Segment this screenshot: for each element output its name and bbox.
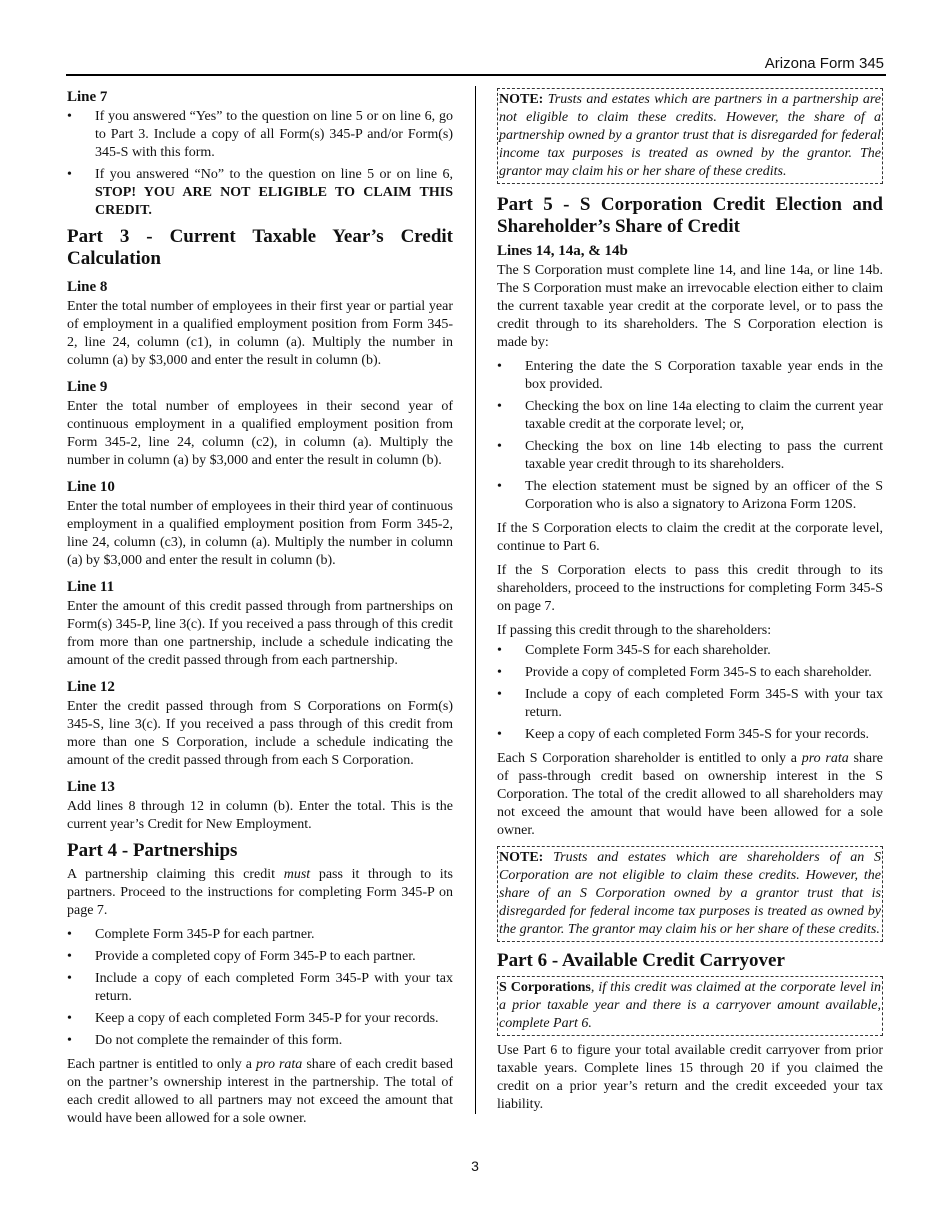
page-number: 3: [471, 1158, 479, 1174]
header-rule: [66, 74, 886, 76]
note-scorp-carryover: S Corporations, if this credit was claimed at the corporate level in a prior taxable year and there is a carryover amount available, complete Part 6.: [497, 976, 883, 1036]
part5-para2: If the S Corporation elects to pass this credit through to its shareholders, proceed to the instructions for completing Form 345-S on page 7.: [497, 563, 883, 614]
line10-text: Enter the total number of employees in their third year of continuous employment in a qualified employment position from Form 345-2, line 24, column (c3), in column (a). Multiply the number in column (a) by $3,000 and enter the result in column (b).: [67, 499, 453, 568]
list-item: • The election statement must be signed by an officer of the S Corporation who is also a signatory to Arizona Form 120S.: [497, 478, 883, 514]
part5-passthrough-bullets: [497, 642, 883, 744]
list-item: • Provide a completed copy of Form 345-P to each partner.: [67, 948, 453, 966]
line8-heading: Line 8: [67, 279, 108, 295]
line7-bullets: [67, 108, 453, 220]
note-partnership-trusts: NOTE: Trusts and estates which are partners in a partnership are not eligible to claim these credits. However, the share of a partnership owned by a grantor trust that is disregarded for federal income tax purposes is treated as owned by the grantor. The grantor may claim his or her share of these credits.: [497, 88, 883, 184]
line9-text: Enter the total number of employees in their second year of continuous employment in a qualified employment position from Form 345-2, line 24, column (c2), in column (a). Multiply the number in column (a) by $3,000 and enter the result in column (b).: [67, 399, 453, 468]
list-item: • If you answered “Yes” to the question on line 5 or on line 6, go to Part 3. Include a copy of all Form(s) 345-P and/or Form(s) 345-S with this form.: [67, 108, 453, 162]
part5-election-bullets: [497, 358, 883, 514]
list-item: • If you answered “No” to the question on line 5 or on line 6, STOP! YOU ARE NOT ELIGIBLE TO CLAIM THIS CREDIT.: [67, 166, 453, 220]
line13-text: Add lines 8 through 12 in column (b). Enter the total. This is the current year’s Credit for New Employment.: [67, 799, 453, 832]
line12-heading: Line 12: [67, 679, 115, 695]
part5-subheading: Lines 14, 14a, & 14b: [497, 243, 628, 259]
line13-heading: Line 13: [67, 779, 115, 795]
part4-heading: Part 4 - Partnerships: [67, 840, 238, 861]
list-item: • Complete Form 345-P for each partner.: [67, 926, 453, 944]
list-item: • Keep a copy of each completed Form 345-P for your records.: [67, 1010, 453, 1028]
note-scorp-trusts: NOTE: Trusts and estates which are shareholders of an S Corporation are not eligible to claim these credits. However, the share of an S Corporation owned by a grantor trust that is disregarded for federal income tax purposes is treated as owned by the grantor. The grantor may claim his or her share of these credits.: [497, 846, 883, 942]
list-item: • Include a copy of each completed Form 345-P with your tax return.: [67, 970, 453, 1006]
line10-heading: Line 10: [67, 479, 115, 495]
part6-heading: Part 6 - Available Credit Carryover: [497, 950, 785, 971]
list-item: • Checking the box on line 14b electing to pass the current taxable year credit through to its shareholders.: [497, 438, 883, 474]
list-item: • Complete Form 345-S for each shareholder.: [497, 642, 883, 660]
list-item: • Include a copy of each completed Form 345-S with your tax return.: [497, 686, 883, 722]
line7-heading: Line 7: [67, 89, 108, 105]
part5-intro: The S Corporation must complete line 14, and line 14a, or line 14b. The S Corporation must make an irrevocable election either to claim the current taxable year credit at the corporate level, or to pass the credit through to its shareholders. The S Corporation election is made by:: [497, 263, 883, 350]
part3-heading: Part 3 - Current Taxable Year’s Credit Calculation: [67, 226, 453, 269]
line9-heading: Line 9: [67, 379, 108, 395]
left-column: [67, 88, 453, 1134]
line8-text: Enter the total number of employees in their first year or partial year of employment in a qualified employment position from Form 345-2, line 24, column (c1), in column (a). Multiply the number in column (a) by $3,000 and enter the result in column (b).: [67, 299, 453, 368]
list-item: • Do not complete the remainder of this form.: [67, 1032, 453, 1050]
list-item: • Provide a copy of completed Form 345-S to each shareholder.: [497, 664, 883, 682]
part5-outro: Each S Corporation shareholder is entitled to only a pro rata share of pass-through credit based on ownership interest in the S Corporation. The total of the credit allowed to all shareholders may not exceed the amount that would have been allowed for a sole owner.: [497, 751, 883, 838]
part6-text: Use Part 6 to figure your total available credit carryover from prior taxable years. Complete lines 15 through 20 if you claimed the credit on a prior year’s return and the credit exceeded your tax liability.: [497, 1043, 883, 1112]
part5-para3: If passing this credit through to the shareholders:: [497, 623, 772, 638]
line11-heading: Line 11: [67, 579, 115, 595]
list-item: • Keep a copy of each completed Form 345-S for your records.: [497, 726, 883, 744]
part4-bullets: [67, 926, 453, 1050]
right-column: [497, 88, 883, 1120]
list-item: • Checking the box on line 14a electing to claim the current year taxable credit at the corporate level; or,: [497, 398, 883, 434]
part5-para1: If the S Corporation elects to claim the credit at the corporate level, continue to Part 6.: [497, 521, 883, 554]
line12-text: Enter the credit passed through from S Corporations on Form(s) 345-S, line 3(c). If you received a pass through of this credit from more than one S Corporation, include a schedule indicating the amount of the credit passed through from each S Corporation.: [67, 699, 453, 768]
list-item: • Entering the date the S Corporation taxable year ends in the box provided.: [497, 358, 883, 394]
stop-warning: STOP! YOU ARE NOT ELIGIBLE TO CLAIM THIS CREDIT.: [95, 185, 453, 218]
part4-intro: A partnership claiming this credit must pass it through to its partners. Proceed to the instructions for completing Form 345-P on page 7.: [67, 867, 454, 918]
part4-outro: Each partner is entitled to only a pro rata share of each credit based on the partner’s ownership interest in the partnership. The total of each credit allowed to all partners may not exceed the amount that would have been allowed for a sole owner.: [67, 1057, 453, 1126]
line11-text: Enter the amount of this credit passed through from partnerships on Form(s) 345-P, line 3(c). If you received a pass through of this credit from more than one partnership, include a schedule indicating the amount of the credit passed through from each partnership.: [67, 599, 453, 668]
column-divider: [475, 86, 476, 1114]
form-title: Arizona Form 345: [764, 55, 884, 72]
part5-heading: Part 5 - S Corporation Credit Election and Shareholder’s Share of Credit: [497, 194, 883, 237]
